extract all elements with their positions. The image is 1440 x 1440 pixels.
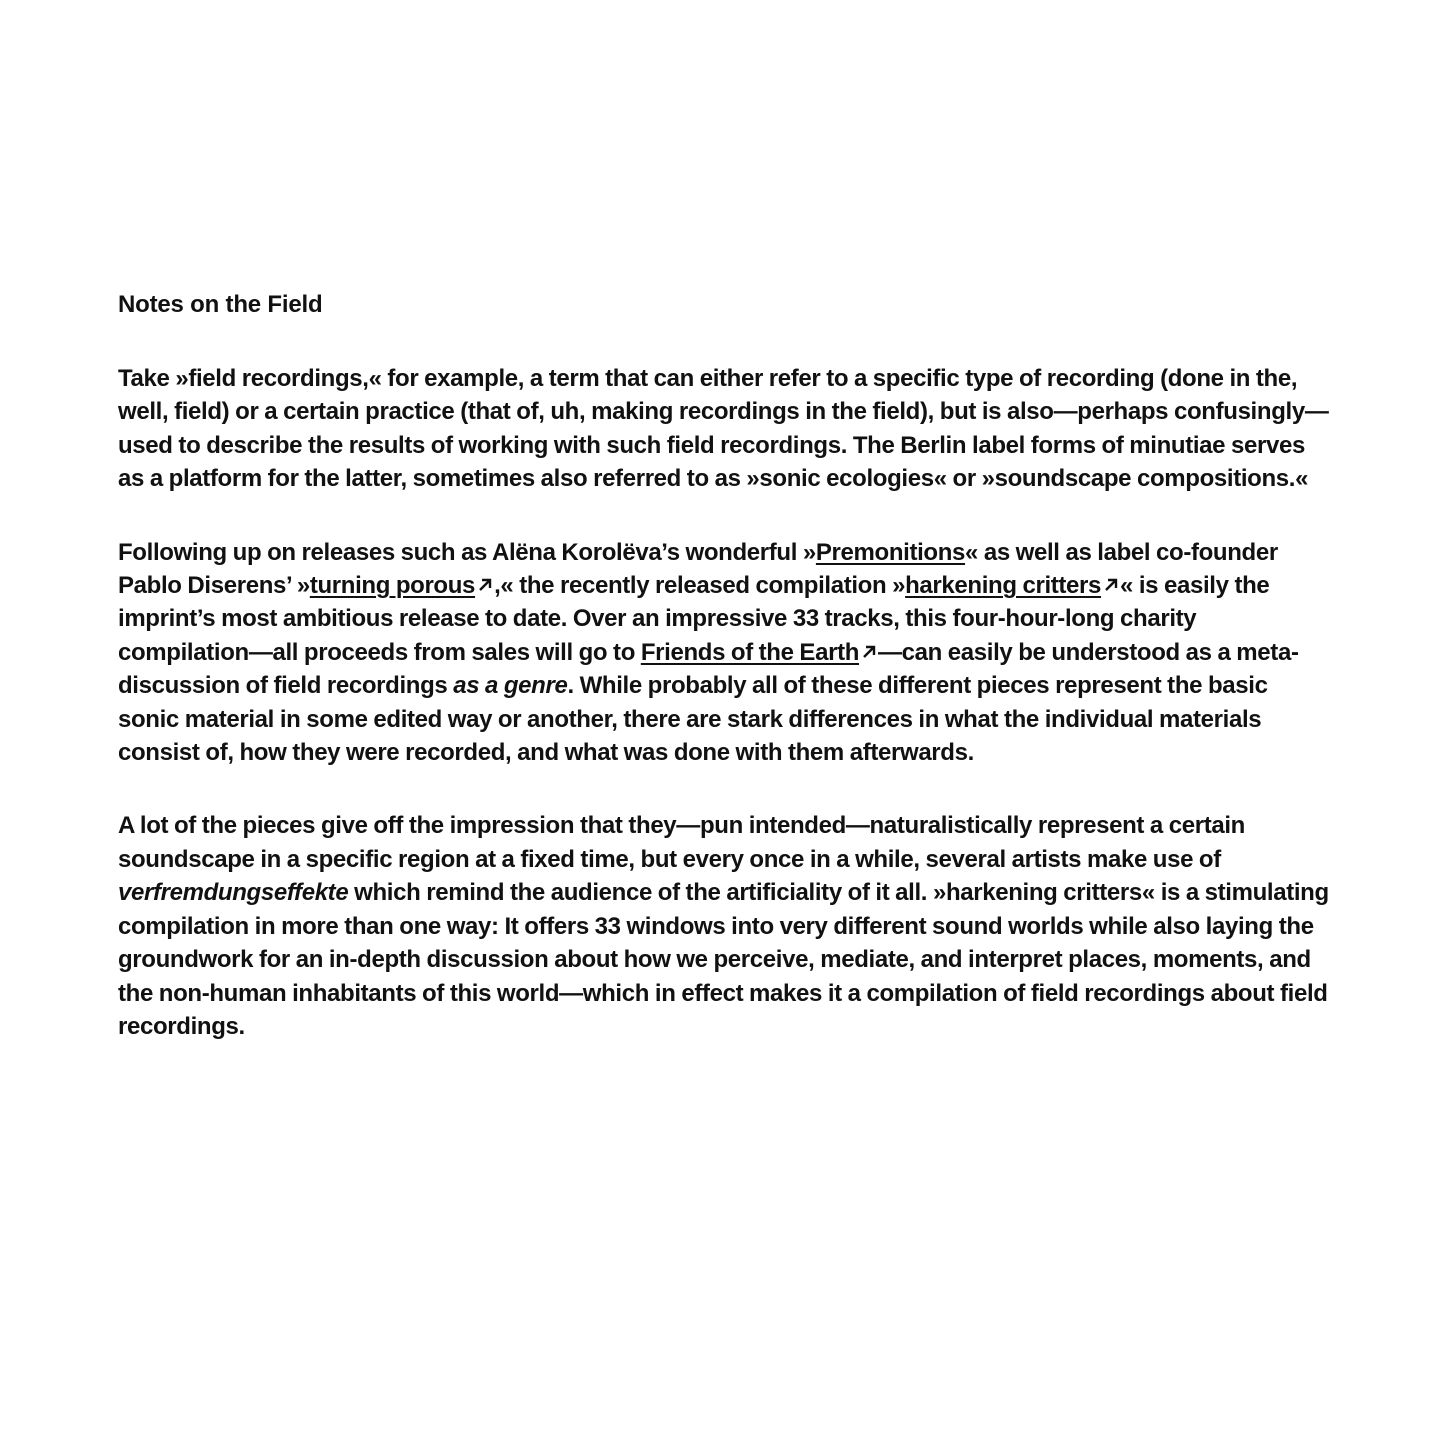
premonitions-link[interactable]: Premonitions bbox=[815, 538, 966, 566]
text-run: « as well as label co-founder Pablo Diserens’ » bbox=[118, 538, 1278, 600]
text-run: A lot of the pieces give off the impression that they—pun intended—naturalistically represent a certain soundscape in a specific region at a fixed time, but every once in a while, several artists make use of bbox=[118, 812, 1245, 873]
article bbox=[118, 288, 1330, 1083]
turning-porous-link[interactable]: turning porous bbox=[309, 572, 476, 600]
paragraph-2 bbox=[118, 536, 1330, 770]
text-run: . While probably all of these different pieces represent the basic sonic material in some edited way or another, there are stark differences in what the individual materials consist of, how they were recorded, and what was done with them afterwards. bbox=[118, 672, 1268, 767]
friends-of-the-earth-link[interactable]: Friends of the Earth bbox=[640, 638, 860, 666]
harkening-critters-link[interactable]: harkening critters bbox=[905, 572, 1102, 600]
text-run: « is easily the imprint’s most ambitious release to date. Over an impressive 33 tracks, this four-hour-long charity compilation—all proceeds from sales will go to bbox=[118, 572, 1270, 666]
article-title: Notes on the Field bbox=[118, 291, 323, 318]
emphasis-verfremdungseffekte: verfremdungseffekte bbox=[118, 879, 349, 907]
text-run: which remind the audience of the artificiality of it all. »harkening critters« is a stimulating compilation in more than one way: It offers 33 windows into very different sound worlds while also laying the groundwork for an in-depth discussion about how we perceive, mediate, and interpret places, moments, and the non-human inhabitants of this world—which in effect makes it a compilation of field recordings about field recordings. bbox=[118, 879, 1329, 1040]
paragraph-3 bbox=[118, 809, 1330, 1043]
text-run: Following up on releases such as Alëna Korolëva’s wonderful » bbox=[118, 538, 816, 566]
arrow-up-right-icon[interactable] bbox=[1102, 576, 1120, 594]
arrow-up-right-icon[interactable] bbox=[860, 643, 878, 661]
paragraph-1: Take »field recordings,« for example, a term that can either refer to a specific type of recording (done in the, well, field) or a certain practice (that of, uh, making recordings in the field), but is also—perhaps confusingly—used to describe the results of working with such field recordings. The Berlin label forms of minutiae serves as a platform for the latter, sometimes also referred to as »sonic ecologies« or »soundscape compositions.« bbox=[118, 365, 1329, 493]
arrow-up-right-icon[interactable] bbox=[476, 576, 494, 594]
emphasis-as-a-genre: as a genre bbox=[453, 672, 568, 700]
text-run: —can easily be understood as a meta-discussion of field recordings bbox=[118, 638, 1299, 700]
text-run: ,« the recently released compilation » bbox=[494, 572, 906, 600]
